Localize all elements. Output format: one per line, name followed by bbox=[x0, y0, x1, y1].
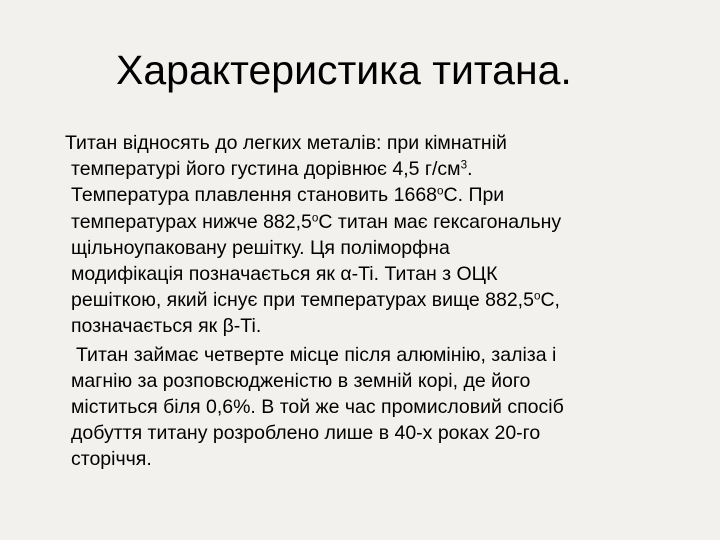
text-segment: температурах нижче 882,5 bbox=[71, 210, 312, 233]
text-line: міститься біля 0,6%. В той же час промисловий спосіб bbox=[71, 396, 564, 419]
text-line: модифікація позначається як α-Ti. Титан з ОЦК bbox=[71, 263, 498, 286]
text-segment: Температура плавлення становить 1668 bbox=[71, 184, 438, 207]
text-line bbox=[71, 182, 681, 208]
text-segment: С. При bbox=[443, 184, 505, 207]
superscript: о bbox=[311, 211, 319, 225]
text-line: Титан відносять до легких металів: при кімнатній bbox=[65, 132, 507, 154]
text-line: добуття титану розроблено лише в 40-х роках 20-го bbox=[71, 422, 541, 445]
text-segment: С, bbox=[540, 289, 560, 312]
slide-title: Характеристика титана. bbox=[116, 47, 572, 93]
text-line bbox=[71, 156, 681, 182]
slide-body bbox=[61, 130, 681, 473]
text-line: сторіччя. bbox=[71, 448, 152, 471]
text-segment: решіткою, який існує при температурах вище 882,5 bbox=[71, 289, 534, 312]
text-line: Титан займає четверте місце після алюмінію, заліза і bbox=[76, 343, 557, 366]
text-line: магнію за розповсюдженістю в земній корі, де його bbox=[71, 369, 531, 392]
text-line: щільноупаковану решітку. Ця поліморфна bbox=[71, 236, 450, 259]
text-segment: температурі його густина дорівнює 4,5 г/см bbox=[71, 158, 461, 181]
text-line bbox=[71, 209, 681, 235]
paragraph-1 bbox=[61, 130, 681, 340]
superscript: о bbox=[437, 184, 444, 198]
superscript: о bbox=[533, 289, 541, 303]
paragraph-2 bbox=[61, 342, 681, 473]
text-line bbox=[71, 287, 681, 313]
superscript: 3 bbox=[460, 158, 468, 172]
text-segment: С титан має гексагональну bbox=[318, 210, 562, 233]
text-segment: . bbox=[467, 158, 473, 181]
text-line: позначається як β-Ti. bbox=[71, 315, 262, 338]
